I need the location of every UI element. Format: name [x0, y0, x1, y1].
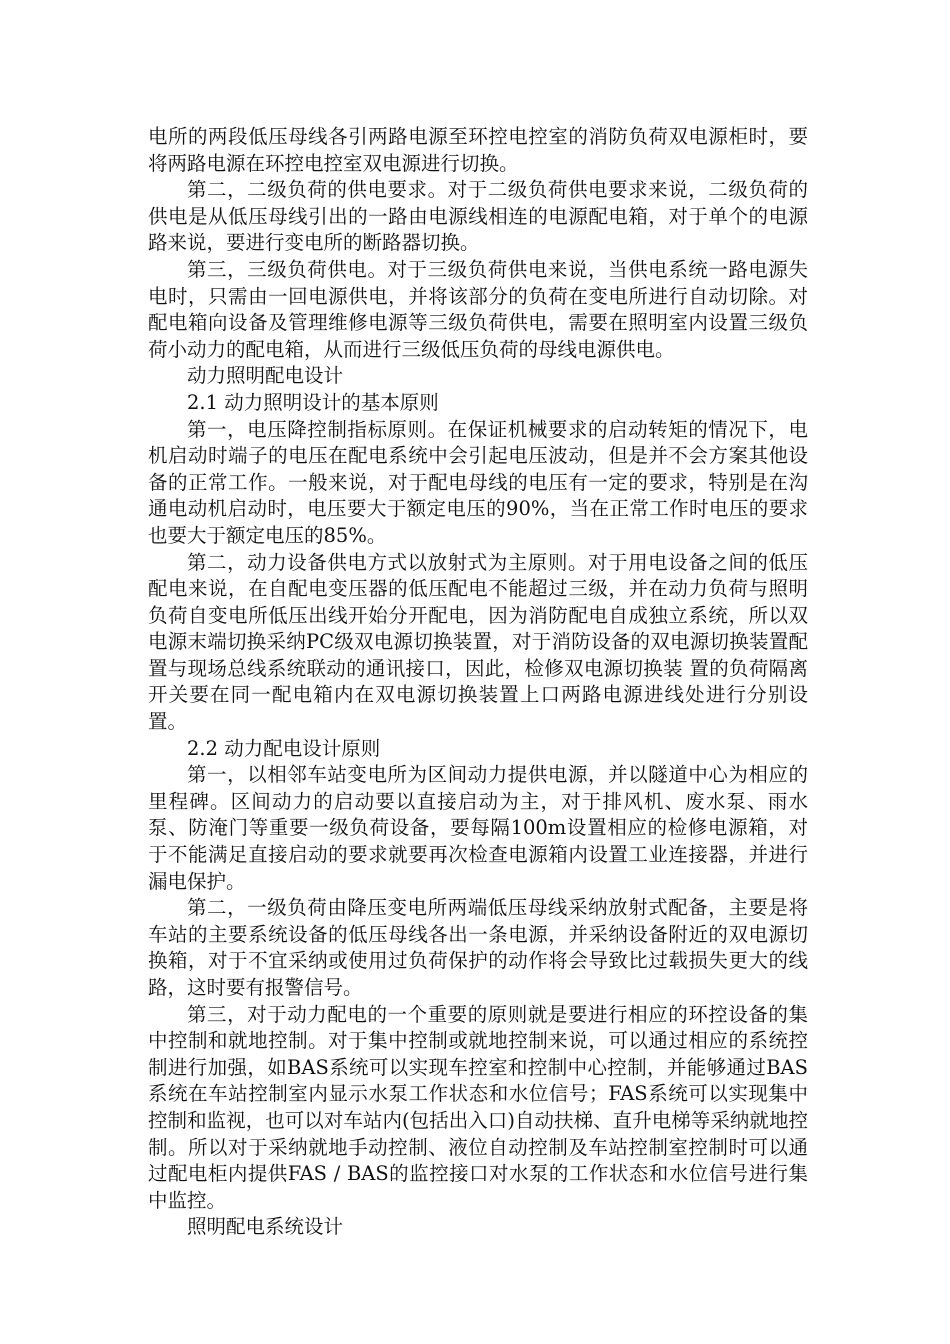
section-heading-lighting: 照明配电系统设计 [187, 1215, 344, 1239]
paragraph-secondary-load: 第二，二级负荷的供电要求。对于二级负荷供电要求来说，二级负荷的供电是从低压母线引出的一路由电源线相连的电源配电箱，对于单个的电源路来说，要进行变电所的断路器切换。 [148, 178, 808, 255]
subsection-heading-2-2: 2.2 动力配电设计原则 [187, 736, 381, 760]
paragraph-voltage-drop: 第一，电压降控制指标原则。在保证机械要求的启动转矩的情况下，电机启动时端子的电压在配电系统中会引起电压波动，但是并不会方案其他设备的正常工作。一般来说，对于配电母线的电压有一定的要求，特别是在沟通电动机启动时，电压要大于额定电压的90%，当在正常工作时电压的要求也要大于额定电压的85%。 [148, 417, 808, 547]
paragraph-tertiary-load: 第三，三级负荷供电。对于三级负荷供电来说，当供电系统一路电源失电时，只需由一回电源供电，并将该部分的负荷在变电所进行自动切除。对配电箱向设备及管理维修电源等三级负荷供电，需要在照明室内设置三级负荷小动力的配电箱，从而进行三级低压负荷的母线电源供电。 [148, 257, 808, 361]
paragraph-radial-supply: 第二，动力设备供电方式以放射式为主原则。对于用电设备之间的低压配电来说，在自配电变压器的低压配电不能超过三级，并在动力负荷与照明负荷自变电所低压出线开始分开配电，因为消防配电自成独立系统，所以双电源末端切换采纳PC级双电源切换装置，对于消防设备的双电源切换装置配置与现场总线系统联动的通讯接口，因此，检修双电源切换装 置的负荷隔离开关要在同一配电箱内在双电源切换装置上口两路电源进线处进行分别设置。 [148, 550, 808, 734]
paragraph-continued: 电所的两段低压母线各引两路电源至环控电控室的消防负荷双电源柜时，要将两路电源在环控电控室双电源进行切换。 [148, 125, 808, 175]
subsection-heading-2-1: 2.1 动力照明设计的基本原则 [187, 390, 439, 414]
paragraph-control: 第三，对于动力配电的一个重要的原则就是要进行相应的环控设备的集中控制和就地控制。对于集中控制或就地控制来说，可以通过相应的系统控制进行加强，如BAS系统可以实现车控室和控制中心控制，并能够通过BAS系统在车站控制室内显示水泵工作状态和水位信号；FAS系统可以实现集中控制和监视，也可以对车站内(包括出入口)自动扶梯、直升电梯等采纳就地控制。所以对于采纳就地手动控制、液位自动控制及车站控制室控制时可以通过配电柜内提供FAS / BAS的监控接口对水泵的工作状态和水位信号进行集中监控。 [148, 1002, 808, 1212]
paragraph-tunnel-power: 第一，以相邻车站变电所为区间动力提供电源，并以隧道中心为相应的里程碑。区间动力的启动要以直接启动为主，对于排风机、废水泵、雨水泵、防淹门等重要一级负荷设备，要每隔100m设置相应的检修电源箱，对于不能满足直接启动的要求就要再次检查电源箱内设置工业连接器，并进行漏电保护。 [148, 763, 808, 893]
document-body [148, 124, 808, 1241]
paragraph-primary-load: 第二，一级负荷由降压变电所两端低压母线采纳放射式配备，主要是将车站的主要系统设备的低压母线各出一条电源，并采纳设备附近的双电源切换箱，对于不宜采纳或使用过负荷保护的动作将会导致比过载损失更大的线路，这时要有报警信号。 [148, 896, 808, 999]
section-heading-power-lighting: 动力照明配电设计 [187, 364, 344, 388]
